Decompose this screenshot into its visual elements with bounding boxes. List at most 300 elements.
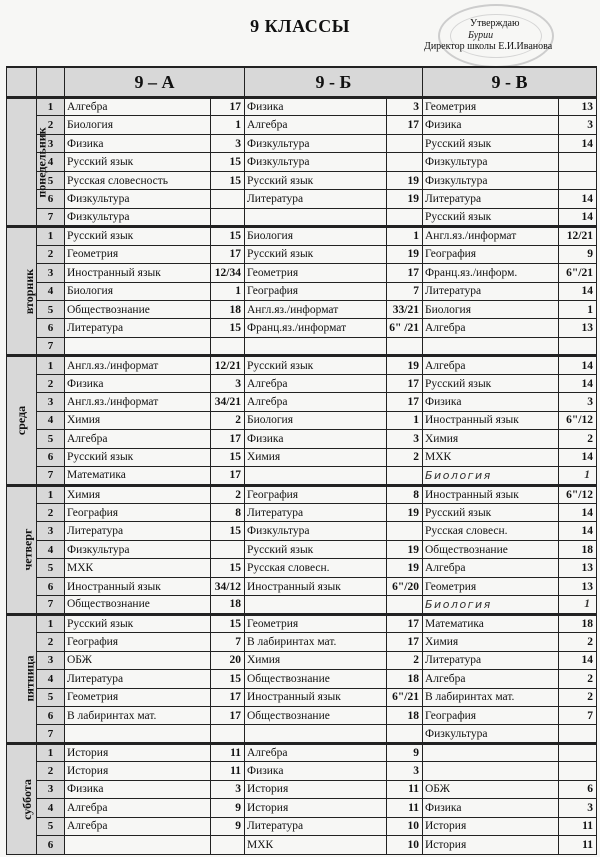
room-b: 11 bbox=[387, 780, 423, 798]
school-stamp bbox=[438, 4, 554, 68]
lesson-number: 1 bbox=[37, 356, 65, 374]
subject-c: Химия bbox=[423, 633, 559, 651]
subject-a: Физика bbox=[65, 134, 211, 152]
header-corner bbox=[7, 67, 37, 98]
room-a bbox=[211, 540, 245, 558]
subject-a: Химия bbox=[65, 411, 211, 429]
subject-c: Русская словесн. bbox=[423, 522, 559, 540]
room-a: 17 bbox=[211, 688, 245, 706]
room-a: 34/12 bbox=[211, 577, 245, 595]
table-row bbox=[7, 799, 597, 817]
lesson-number: 1 bbox=[37, 485, 65, 503]
subject-c: Русский язык bbox=[423, 208, 559, 226]
table-row bbox=[7, 190, 597, 208]
room-c: 2 bbox=[559, 688, 597, 706]
subject-c: История bbox=[423, 817, 559, 835]
subject-c: Алгебра bbox=[423, 559, 559, 577]
lesson-number: 5 bbox=[37, 171, 65, 189]
subject-a: Литература bbox=[65, 670, 211, 688]
day-name: суббота bbox=[19, 779, 34, 820]
subject-a: Русская словесность bbox=[65, 171, 211, 189]
subject-b: Англ.яз./информат bbox=[245, 300, 387, 318]
day-label bbox=[7, 356, 37, 485]
room-c: 14 bbox=[559, 208, 597, 226]
subject-a: Химия bbox=[65, 485, 211, 503]
lesson-number: 2 bbox=[37, 245, 65, 263]
subject-a: МХК bbox=[65, 559, 211, 577]
room-c: 1 bbox=[559, 467, 597, 485]
subject-c: География bbox=[423, 245, 559, 263]
room-c: 14 bbox=[559, 374, 597, 392]
room-b: 11 bbox=[387, 799, 423, 817]
room-c: 6"/21 bbox=[559, 264, 597, 282]
subject-c: Русский язык bbox=[423, 503, 559, 521]
table-row bbox=[7, 577, 597, 595]
room-c: 18 bbox=[559, 614, 597, 632]
room-c: 14 bbox=[559, 448, 597, 466]
room-b: 6"/20 bbox=[387, 577, 423, 595]
table-row bbox=[7, 596, 597, 614]
room-c: 14 bbox=[559, 522, 597, 540]
subject-b: Обществознание bbox=[245, 706, 387, 724]
subject-b bbox=[245, 208, 387, 226]
lesson-number: 1 bbox=[37, 98, 65, 116]
subject-b: География bbox=[245, 485, 387, 503]
room-a bbox=[211, 208, 245, 226]
room-b: 19 bbox=[387, 171, 423, 189]
lesson-number: 3 bbox=[37, 651, 65, 669]
room-b: 17 bbox=[387, 633, 423, 651]
subject-c: Физика bbox=[423, 116, 559, 134]
subject-a: Алгебра bbox=[65, 98, 211, 116]
subject-b: Физкультура bbox=[245, 522, 387, 540]
lesson-number: 5 bbox=[37, 300, 65, 318]
subject-a: Англ.яз./информат bbox=[65, 356, 211, 374]
subject-a bbox=[65, 337, 211, 355]
table-row bbox=[7, 780, 597, 798]
subject-c: Биология bbox=[423, 596, 559, 614]
subject-c: Физкультура bbox=[423, 725, 559, 743]
day-name: понедельник bbox=[34, 126, 49, 198]
room-b: 9 bbox=[387, 743, 423, 761]
room-c: 12/21 bbox=[559, 227, 597, 245]
subject-c: Франц.яз./информ. bbox=[423, 264, 559, 282]
room-a: 15 bbox=[211, 670, 245, 688]
subject-b bbox=[245, 337, 387, 355]
room-b bbox=[387, 467, 423, 485]
table-row bbox=[7, 227, 597, 245]
subject-c: В лабиринтах мат. bbox=[423, 688, 559, 706]
room-c: 11 bbox=[559, 817, 597, 835]
subject-a: Иностранный язык bbox=[65, 577, 211, 595]
subject-c bbox=[423, 337, 559, 355]
room-b: 1 bbox=[387, 411, 423, 429]
room-a bbox=[211, 337, 245, 355]
subject-b: История bbox=[245, 799, 387, 817]
room-c bbox=[559, 725, 597, 743]
room-c: 14 bbox=[559, 282, 597, 300]
lesson-number: 3 bbox=[37, 780, 65, 798]
table-row bbox=[7, 356, 597, 374]
room-b: 17 bbox=[387, 393, 423, 411]
room-c: 9 bbox=[559, 245, 597, 263]
table-row bbox=[7, 153, 597, 171]
room-b: 19 bbox=[387, 559, 423, 577]
room-b: 19 bbox=[387, 540, 423, 558]
subject-a: Русский язык bbox=[65, 448, 211, 466]
room-c: 3 bbox=[559, 393, 597, 411]
table-row bbox=[7, 245, 597, 263]
subject-a: Иностранный язык bbox=[65, 264, 211, 282]
lesson-number: 2 bbox=[37, 503, 65, 521]
table-row bbox=[7, 467, 597, 485]
room-b: 19 bbox=[387, 190, 423, 208]
room-b: 2 bbox=[387, 448, 423, 466]
table-row bbox=[7, 762, 597, 780]
subject-b: МХК bbox=[245, 836, 387, 855]
lesson-number: 6 bbox=[37, 448, 65, 466]
director-signature: Бурии bbox=[468, 30, 494, 41]
room-a: 1 bbox=[211, 282, 245, 300]
room-b: 6" /21 bbox=[387, 319, 423, 337]
subject-a: ОБЖ bbox=[65, 651, 211, 669]
room-a: 17 bbox=[211, 245, 245, 263]
subject-c: Литература bbox=[423, 651, 559, 669]
table-row bbox=[7, 448, 597, 466]
subject-c: Русский язык bbox=[423, 374, 559, 392]
room-b bbox=[387, 337, 423, 355]
subject-b: Иностранный язык bbox=[245, 688, 387, 706]
room-b: 10 bbox=[387, 817, 423, 835]
room-b: 19 bbox=[387, 503, 423, 521]
director-line: Директор школы Е.И.Иванова bbox=[424, 41, 553, 52]
subject-c: Русский язык bbox=[423, 134, 559, 152]
room-b bbox=[387, 134, 423, 152]
lesson-number: 5 bbox=[37, 688, 65, 706]
room-c: 1 bbox=[559, 596, 597, 614]
room-a bbox=[211, 725, 245, 743]
subject-c: Биология bbox=[423, 467, 559, 485]
room-c: 14 bbox=[559, 134, 597, 152]
room-c: 14 bbox=[559, 356, 597, 374]
room-b: 3 bbox=[387, 430, 423, 448]
subject-b: Алгебра bbox=[245, 393, 387, 411]
room-a: 17 bbox=[211, 706, 245, 724]
table-row bbox=[7, 116, 597, 134]
table-row bbox=[7, 300, 597, 318]
table-row bbox=[7, 430, 597, 448]
room-b: 3 bbox=[387, 762, 423, 780]
table-row bbox=[7, 614, 597, 632]
lesson-number: 4 bbox=[37, 799, 65, 817]
table-row bbox=[7, 208, 597, 226]
room-a: 12/21 bbox=[211, 356, 245, 374]
subject-b: Физика bbox=[245, 98, 387, 116]
subject-c: Геометрия bbox=[423, 577, 559, 595]
subject-c: Математика bbox=[423, 614, 559, 632]
table-row bbox=[7, 374, 597, 392]
room-b: 19 bbox=[387, 356, 423, 374]
subject-b: Физика bbox=[245, 430, 387, 448]
subject-c: Физика bbox=[423, 799, 559, 817]
table-row bbox=[7, 98, 597, 116]
lesson-number: 4 bbox=[37, 282, 65, 300]
room-c bbox=[559, 171, 597, 189]
room-b bbox=[387, 596, 423, 614]
room-a: 8 bbox=[211, 503, 245, 521]
lesson-number: 3 bbox=[37, 522, 65, 540]
lesson-number: 5 bbox=[37, 559, 65, 577]
lesson-number: 7 bbox=[37, 337, 65, 355]
lesson-number: 4 bbox=[37, 153, 65, 171]
room-b: 7 bbox=[387, 282, 423, 300]
room-a: 15 bbox=[211, 171, 245, 189]
day-name: вторник bbox=[22, 268, 37, 314]
subject-c: Литература bbox=[423, 190, 559, 208]
subject-c bbox=[423, 743, 559, 761]
table-row bbox=[7, 319, 597, 337]
room-a: 20 bbox=[211, 651, 245, 669]
subject-b: Алгебра bbox=[245, 743, 387, 761]
lesson-number: 6 bbox=[37, 706, 65, 724]
subject-b bbox=[245, 467, 387, 485]
day-label bbox=[7, 98, 49, 227]
room-b: 17 bbox=[387, 264, 423, 282]
room-a bbox=[211, 190, 245, 208]
subject-a: Русский язык bbox=[65, 153, 211, 171]
lesson-number: 4 bbox=[37, 411, 65, 429]
room-a: 17 bbox=[211, 430, 245, 448]
room-c: 1 bbox=[559, 300, 597, 318]
subject-a: Физика bbox=[65, 374, 211, 392]
room-c: 6"/12 bbox=[559, 485, 597, 503]
room-a: 3 bbox=[211, 780, 245, 798]
subject-c: ОБЖ bbox=[423, 780, 559, 798]
subject-b: Геометрия bbox=[245, 264, 387, 282]
subject-b: История bbox=[245, 780, 387, 798]
subject-c: Физика bbox=[423, 393, 559, 411]
subject-a: Физика bbox=[65, 780, 211, 798]
lesson-number: 7 bbox=[37, 467, 65, 485]
subject-c: Иностранный язык bbox=[423, 411, 559, 429]
room-c bbox=[559, 762, 597, 780]
class-header-a: 9 – А bbox=[65, 67, 245, 98]
subject-c: Алгебра bbox=[423, 670, 559, 688]
subject-c: Обществознание bbox=[423, 540, 559, 558]
room-b: 3 bbox=[387, 98, 423, 116]
room-a: 7 bbox=[211, 633, 245, 651]
lesson-number: 6 bbox=[37, 577, 65, 595]
subject-a: Биология bbox=[65, 116, 211, 134]
room-a: 2 bbox=[211, 485, 245, 503]
approve-label: Утверждаю bbox=[470, 18, 520, 29]
room-a: 15 bbox=[211, 227, 245, 245]
room-c: 11 bbox=[559, 836, 597, 855]
subject-b: Русский язык bbox=[245, 171, 387, 189]
room-b: 1 bbox=[387, 227, 423, 245]
subject-a: Биология bbox=[65, 282, 211, 300]
room-c: 13 bbox=[559, 559, 597, 577]
subject-c: Физкультура bbox=[423, 153, 559, 171]
room-b bbox=[387, 522, 423, 540]
subject-a bbox=[65, 725, 211, 743]
room-a: 15 bbox=[211, 319, 245, 337]
room-b: 19 bbox=[387, 245, 423, 263]
room-a bbox=[211, 836, 245, 855]
subject-a: В лабиринтах мат. bbox=[65, 706, 211, 724]
table-row bbox=[7, 540, 597, 558]
room-b: 10 bbox=[387, 836, 423, 855]
subject-a: Математика bbox=[65, 467, 211, 485]
subject-b: Химия bbox=[245, 448, 387, 466]
room-c bbox=[559, 743, 597, 761]
room-c: 13 bbox=[559, 319, 597, 337]
day-name: среда bbox=[14, 405, 29, 436]
room-a: 17 bbox=[211, 98, 245, 116]
subject-b bbox=[245, 725, 387, 743]
table-row bbox=[7, 337, 597, 355]
room-b: 18 bbox=[387, 706, 423, 724]
table-row bbox=[7, 522, 597, 540]
room-c: 3 bbox=[559, 799, 597, 817]
room-a: 12/34 bbox=[211, 264, 245, 282]
room-c: 14 bbox=[559, 190, 597, 208]
subject-c: История bbox=[423, 836, 559, 855]
lesson-number: 2 bbox=[37, 633, 65, 651]
room-a: 11 bbox=[211, 743, 245, 761]
subject-b: Геометрия bbox=[245, 614, 387, 632]
subject-a: Англ.яз./информат bbox=[65, 393, 211, 411]
room-a: 18 bbox=[211, 596, 245, 614]
room-a: 9 bbox=[211, 799, 245, 817]
subject-a: История bbox=[65, 743, 211, 761]
room-a: 1 bbox=[211, 116, 245, 134]
header-num bbox=[37, 67, 65, 98]
class-header-c: 9 - В bbox=[423, 67, 597, 98]
room-c: 2 bbox=[559, 633, 597, 651]
subject-b: Алгебра bbox=[245, 116, 387, 134]
room-a: 34/21 bbox=[211, 393, 245, 411]
table-row bbox=[7, 688, 597, 706]
lesson-number: 7 bbox=[37, 725, 65, 743]
page-title: 9 КЛАССЫ bbox=[250, 16, 350, 36]
room-a: 3 bbox=[211, 374, 245, 392]
room-b bbox=[387, 725, 423, 743]
room-c: 6 bbox=[559, 780, 597, 798]
table-header-row bbox=[7, 67, 597, 98]
lesson-number: 5 bbox=[37, 430, 65, 448]
lesson-number: 2 bbox=[37, 374, 65, 392]
subject-b: Русская словесн. bbox=[245, 559, 387, 577]
room-b: 6"/21 bbox=[387, 688, 423, 706]
subject-a: Физкультура bbox=[65, 208, 211, 226]
subject-c: Физкультура bbox=[423, 171, 559, 189]
room-a: 15 bbox=[211, 559, 245, 577]
day-label bbox=[7, 227, 37, 356]
room-b: 33/21 bbox=[387, 300, 423, 318]
subject-c: Алгебра bbox=[423, 356, 559, 374]
subject-a: Геометрия bbox=[65, 245, 211, 263]
subject-b: Физкультура bbox=[245, 153, 387, 171]
room-c: 3 bbox=[559, 116, 597, 134]
subject-c: Геометрия bbox=[423, 98, 559, 116]
table-row bbox=[7, 670, 597, 688]
room-a: 15 bbox=[211, 448, 245, 466]
room-a: 9 bbox=[211, 817, 245, 835]
table-row bbox=[7, 411, 597, 429]
room-c: 2 bbox=[559, 430, 597, 448]
subject-b bbox=[245, 596, 387, 614]
subject-a: Алгебра bbox=[65, 430, 211, 448]
room-c: 13 bbox=[559, 577, 597, 595]
table-row bbox=[7, 817, 597, 835]
lesson-number: 3 bbox=[37, 134, 65, 152]
lesson-number: 2 bbox=[37, 762, 65, 780]
subject-a: География bbox=[65, 633, 211, 651]
table-row bbox=[7, 725, 597, 743]
room-a: 2 bbox=[211, 411, 245, 429]
table-row bbox=[7, 503, 597, 521]
day-label bbox=[7, 485, 37, 614]
subject-b: Русский язык bbox=[245, 356, 387, 374]
lesson-number: 1 bbox=[37, 743, 65, 761]
table-row bbox=[7, 282, 597, 300]
day-name: пятница bbox=[22, 655, 37, 702]
lesson-number: 5 bbox=[37, 817, 65, 835]
subject-a: Русский язык bbox=[65, 227, 211, 245]
subject-c bbox=[423, 762, 559, 780]
subject-a: Литература bbox=[65, 522, 211, 540]
subject-c: Иностранный язык bbox=[423, 485, 559, 503]
table-row bbox=[7, 393, 597, 411]
subject-b: Обществознание bbox=[245, 670, 387, 688]
room-a: 15 bbox=[211, 614, 245, 632]
lesson-number: 7 bbox=[37, 208, 65, 226]
subject-b: В лабиринтах мат. bbox=[245, 633, 387, 651]
day-label bbox=[7, 743, 37, 854]
schedule-table bbox=[6, 66, 597, 855]
room-a: 15 bbox=[211, 153, 245, 171]
subject-b: Биология bbox=[245, 227, 387, 245]
lesson-number: 6 bbox=[37, 190, 65, 208]
subject-b: Русский язык bbox=[245, 245, 387, 263]
subject-b: Химия bbox=[245, 651, 387, 669]
subject-a: Физкультура bbox=[65, 190, 211, 208]
table-row bbox=[7, 485, 597, 503]
subject-c: География bbox=[423, 706, 559, 724]
lesson-number: 1 bbox=[37, 614, 65, 632]
subject-a: Геометрия bbox=[65, 688, 211, 706]
room-b: 17 bbox=[387, 374, 423, 392]
table-row bbox=[7, 706, 597, 724]
room-c: 6"/12 bbox=[559, 411, 597, 429]
subject-a: География bbox=[65, 503, 211, 521]
subject-a: Русский язык bbox=[65, 614, 211, 632]
subject-c: МХК bbox=[423, 448, 559, 466]
room-c: 13 bbox=[559, 98, 597, 116]
subject-a: Алгебра bbox=[65, 799, 211, 817]
lesson-number: 3 bbox=[37, 264, 65, 282]
subject-a bbox=[65, 836, 211, 855]
table-row bbox=[7, 633, 597, 651]
room-c: 14 bbox=[559, 651, 597, 669]
subject-a: Литература bbox=[65, 319, 211, 337]
room-b bbox=[387, 208, 423, 226]
subject-b: Литература bbox=[245, 190, 387, 208]
room-c: 2 bbox=[559, 670, 597, 688]
schedule-body bbox=[7, 98, 597, 855]
subject-b: Литература bbox=[245, 817, 387, 835]
